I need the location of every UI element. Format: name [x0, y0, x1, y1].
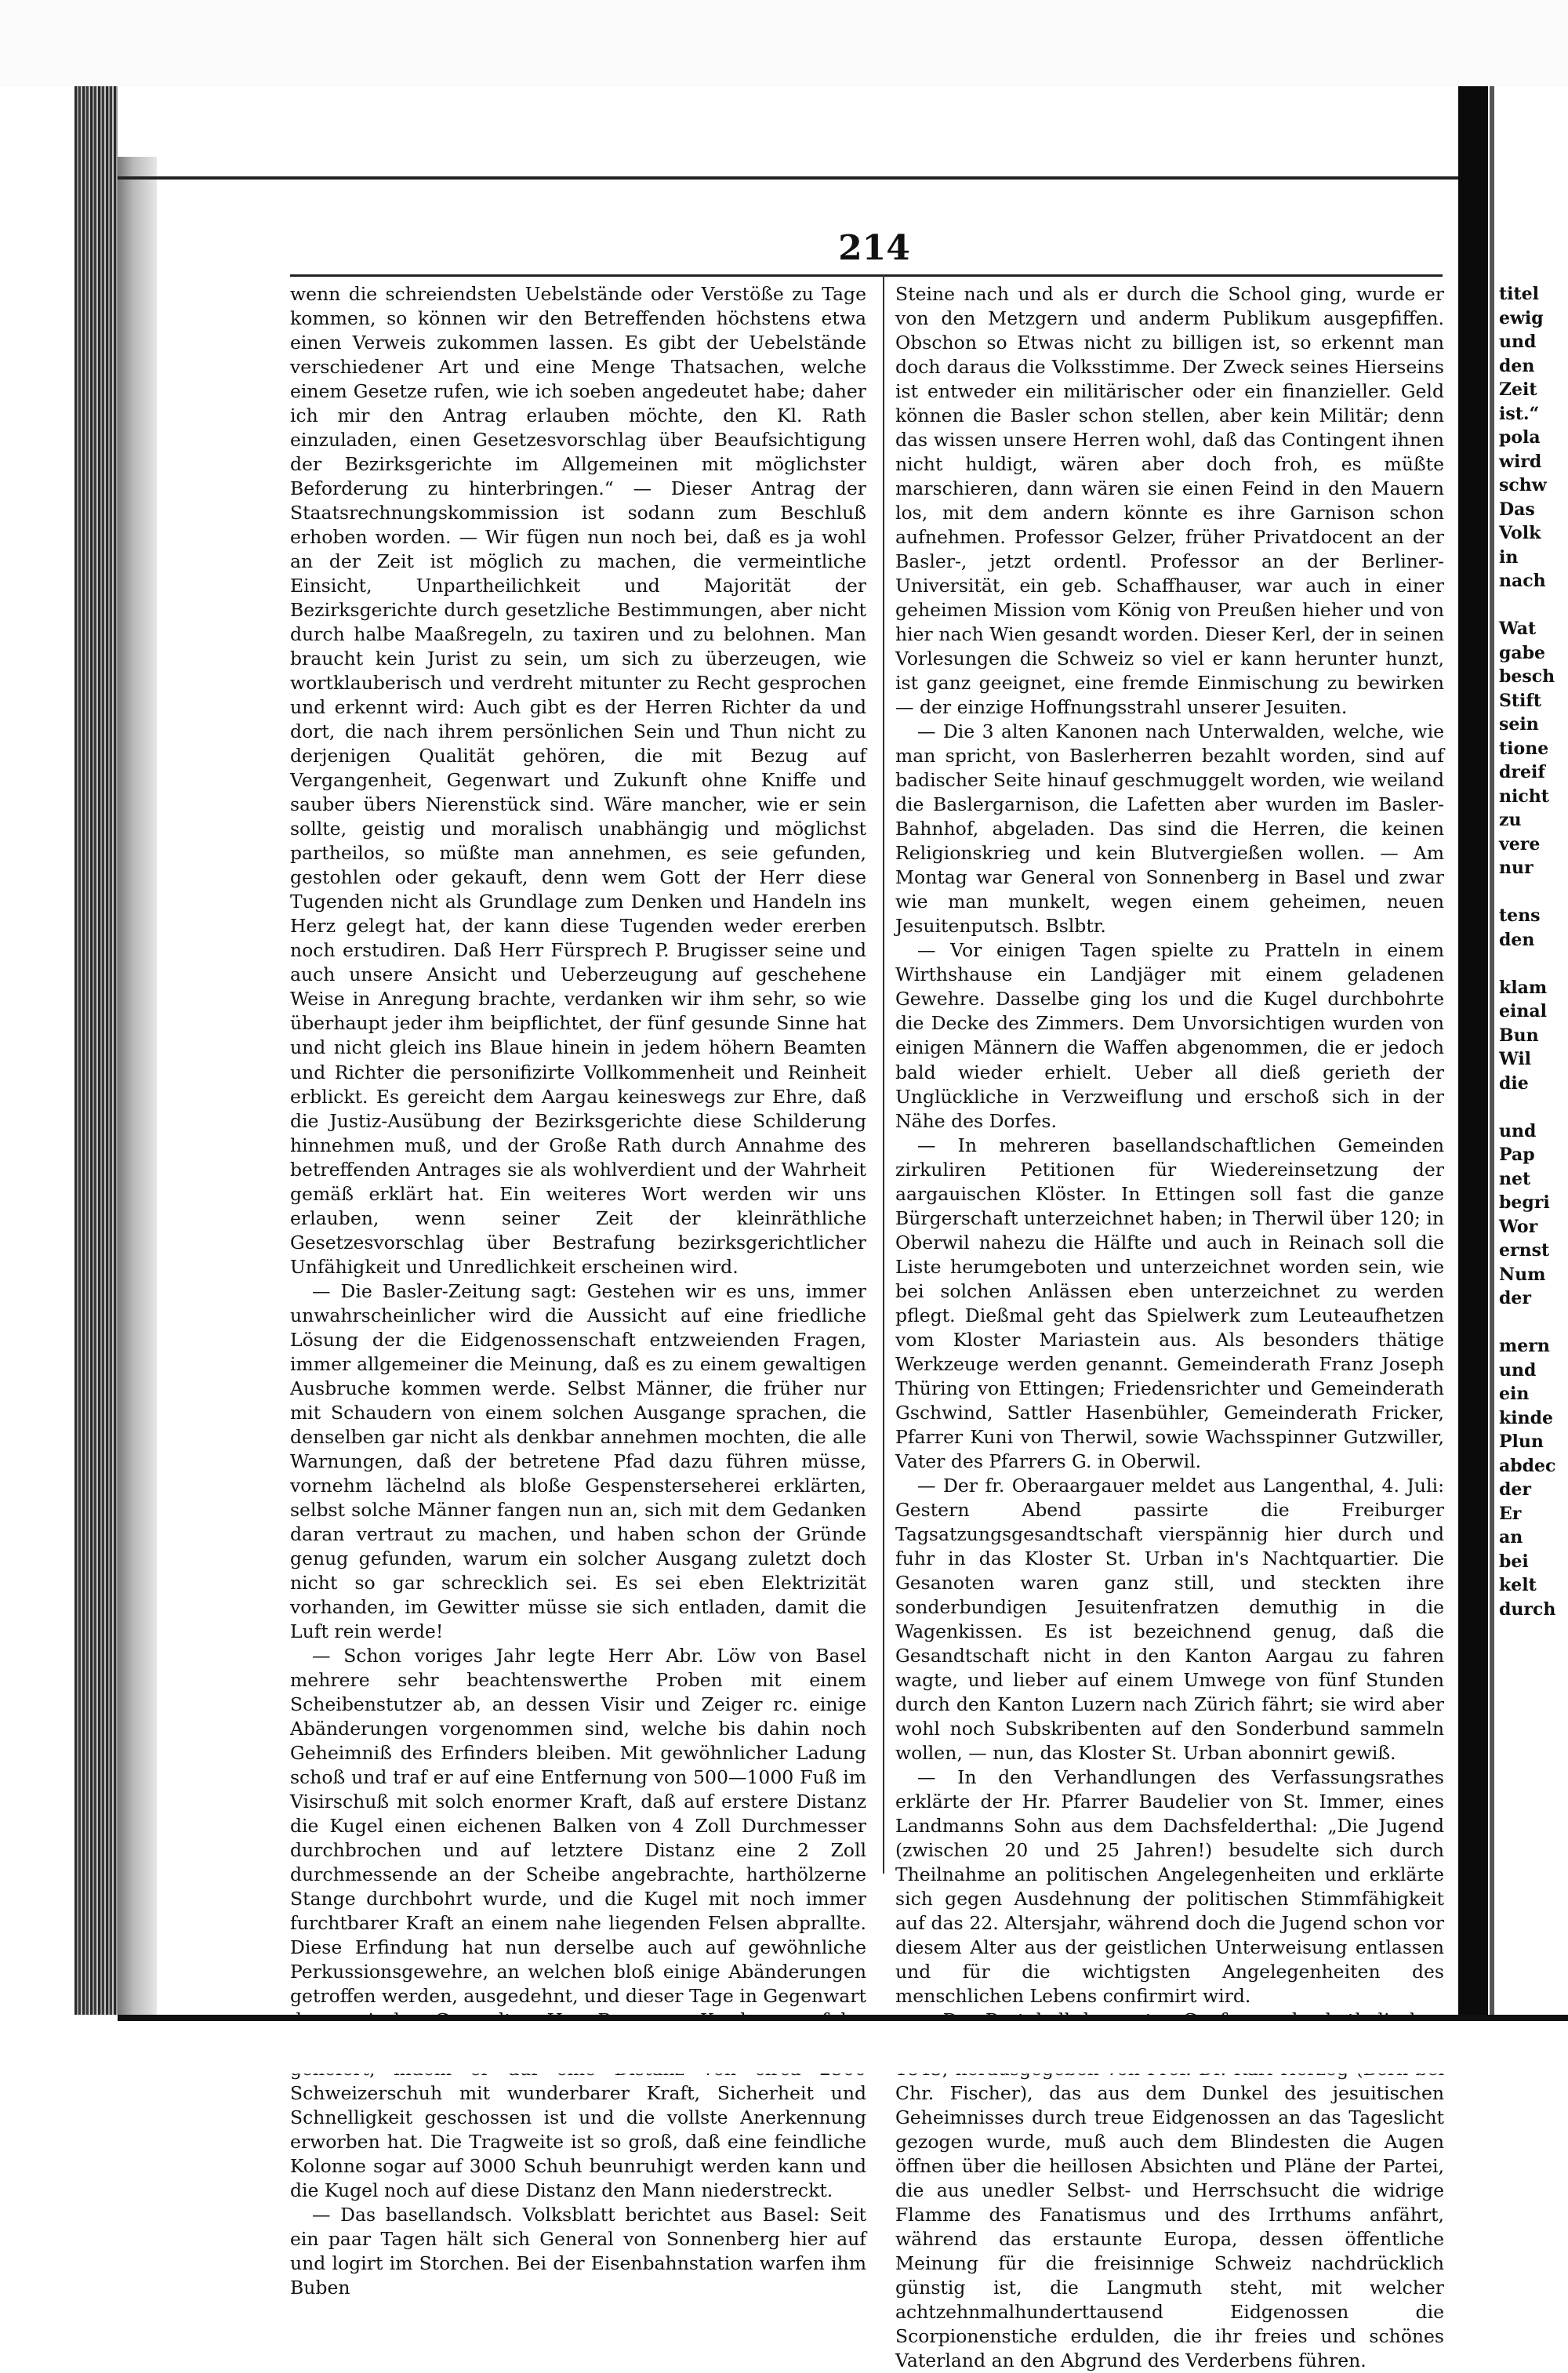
- fragment-word: ist.“: [1499, 403, 1540, 424]
- fragment-word: vere: [1499, 833, 1541, 854]
- fragment-word: Wat: [1499, 619, 1537, 639]
- page-gutter-shadow: [118, 157, 157, 2015]
- article-paragraph: — In mehreren basellandschaftlichen Gemeinden zirkuliren Petitionen für Wiedereinsetzung der aargauischen Klöster. In Ettingen soll fast die ganze Bürgerschaft unterzeichnet haben; in Therwil über 120; in Oberwil nahezu die Hälfte und auch in Reinach soll die Liste herumgeboten und unterzeichnet worden sein, wie bei solchen Anlässen eben unterzeichnet zu werden pflegt. Dießmal geht das Spielwerk zum Leuteaufhetzen vom Kloster Mariastein aus. Als besonders thätige Werkzeuge werden genannt. Gemeinderath Franz Joseph Thüring von Ettingen; Friedensrichter und Gemeinderath Gschwind, Sattler Hasenbühler, Gemeinderath Fricker, Pfarrer Kuni von Therwil, sowie Wachsspinner Gutzwiller, Vater des Pfarrers G. in Oberwil.: [895, 1134, 1444, 1472]
- fragment-word: ernst: [1499, 1240, 1550, 1261]
- fragment-word: besch: [1499, 666, 1555, 687]
- fragment-word: schw: [1499, 475, 1547, 495]
- fragment-word: in: [1499, 546, 1519, 568]
- fragment-word: [1499, 1311, 1568, 1335]
- book-binding-edge: [1490, 86, 1494, 2023]
- article-paragraph: wenn die schreiendsten Uebelstände oder Verstöße zu Tage kommen, so können wir den Betreffenden höchstens etwa einen Verweis zukommen lassen. Es gibt der Uebelstände verschiedener Art und eine Menge Thatsachen, welche einem Gesetze rufen, wie ich soeben angedeutet habe; daher ich mir den Antrag erlauben möchte, den Kl. Rath einzuladen, einen Gesetzesvorschlag über Beaufsichtigung der Bezirksgerichte im Allgemeinen mit möglichster Beforderung zu hinterbringen.“ — Dieser Antrag der Staatsrechnungskommission ist sodann zum Beschluß erhoben worden. — Wir fügen nun noch bei, daß es ja wohl an der Zeit ist möglich zu machen, die vermeintliche Einsicht, Unpartheilichkeit und Majorität der Bezirksgerichte durch gesetzliche Bestimmungen, aber nicht durch halbe Maaßregeln, zu taxiren und zu belohnen. Man braucht kein Jurist zu sein, um sich zu überzeugen, wie wortklauberisch und verdreht mitunter zu Recht gesprochen und erkennt wird: Auch gibt es der Herren Richter da und dort, die nach ihrem persönlichen Sein und Thun nicht zu derjenigen Qualität gehören, die mit Bezug auf Vergangenheit, Gegenwart und Zukunft ohne Kniffe und sauber übers Nierenstück sind. Wäre mancher, wie er sein sollte, geistig und moralisch unabhängig und möglichst partheilos, so müßte man annehmen, es seie gefunden, gestohlen oder gekauft, denn wem Gott der Herr diese Tugenden nicht als Grundlage zum Denken und Handeln ins Herz gelegt hat, der kann diese Tugenden weder ererben noch erstudiren. Daß Herr Fürsprech P. Brugisser seine und auch unsere Ansicht und Ueberzeugung auf geschehene Weise in Anregung brachte, verdanken wir ihm sehr, so wie überhaupt jeder ihm beipflichtet, der fünf gesunde Sinne hat und nicht gleich ins Blaue hinein in jedem höhern Beamten und Richter die personifizirte Vollkommenheit und Reinheit erblickt. Es gereicht dem Aargau keineswegs zur Ehre, daß die Justiz-Ausübung der Bezirksgerichte diese Schilderung hinnehmen muß, und der Große Rath durch Annahme des betreffenden Antrages sie als wohlverdient und der Wahrheit gemäß erklärt hat. Ein weiteres Wort werden wir uns erlauben, wenn seiner Zeit der kleinräthliche Gesetzesvorschlag über Bestrafung bezirksgerichtlicher Unfähigkeit und Unredlichkeit erscheinen wird.: [290, 283, 866, 1278]
- fragment-word: Plun: [1499, 1431, 1544, 1452]
- fragment-word: der: [1499, 1288, 1531, 1308]
- article-paragraph: Steine nach und als er durch die School ging, wurde er von den Metzgern und anderm Publikum ausgepfiffen. Obschon so Etwas nicht zu billigen ist, so erkennt man doch daraus die Volksstimme. Der Zweck seines Hierseins ist entweder ein militärischer oder ein finanzieller. Geld können die Basler schon stellen, aber kein Militär; denn das wissen unsere Herren wohl, daß das Contingent ihnen nicht huldigt, wären aber doch froh, es müßte marschieren, dann wären sie einen Feind in den Mauern los, mit dem andern könnte es ihre Garnison schon aufnehmen. Professor Gelzer, früher Privatdocent an der Basler-, jetzt ordentl. Professor an der Berliner-Universität, ein geb. Schaffhauser, war auch in einer geheimen Mission vom König von Preußen hieher und von hier nach Wien gesandt worden. Dieser Kerl, der in seinen Vorlesungen die Schweiz so viel er kann herunter hunzt, ist ganz geeignet, eine fremde Einmischung zu bewirken — der einzige Hoffnungsstrahl unserer Jesuiten.: [895, 283, 1444, 719]
- fragment-word: nur: [1499, 858, 1534, 878]
- fragment-word: durch: [1499, 1598, 1556, 1620]
- fragment-word: begri: [1499, 1192, 1550, 1213]
- fragment-word: [1499, 1095, 1568, 1119]
- fragment-word: kinde: [1499, 1407, 1553, 1428]
- fragment-word: nicht: [1499, 786, 1549, 807]
- page-number: 214: [838, 228, 910, 268]
- fragment-word: wird: [1499, 451, 1542, 472]
- fragment-word: Das: [1499, 499, 1535, 520]
- fragment-word: Zeit: [1499, 379, 1537, 400]
- book-binding: [1458, 86, 1488, 2023]
- article-paragraph: — Der fr. Oberaargauer meldet aus Langenthal, 4. Juli: Gestern Abend passirte die Freiburger Tagsatzungsgesandtschaft vierspännig hier durch und fuhr in das Kloster St. Urban in's Nachtquartier. Die Gesanoten waren ganz still, und steckten ihre sonderbundigen Jesuitenfratzen demuthig in die Wagenkissen. Es ist bezeichnend genug, daß die Gesandtschaft nicht in den Kanton Aargau zu fahren wagte, und lieber auf einem Umwege von fünf Stunden durch den Kanton Luzern nach Zürich fährt; sie wird aber wohl noch Subskribenten auf den Sonderbund sammeln wollen, — nun, das Kloster St. Urban abonnirt gewiß.: [895, 1474, 1444, 1764]
- article-paragraph: — Vor einigen Tagen spielte zu Pratteln in einem Wirthshause ein Landjäger mit einem geladenen Gewehre. Dasselbe ging los und die Kugel durchbohrte die Decke des Zimmers. Dem Unvorsichtigen wurden von einigen Männern die Waffen abgenommen, die er jedoch bald wieder erhielt. Ueber all dieß gerieth der Unglückliche in Verzweiflung und erschoß sich in der Nähe des Dorfes.: [895, 939, 1444, 1132]
- right-column: [895, 282, 1444, 2372]
- fragment-word: Pap: [1499, 1145, 1535, 1165]
- header-rule: [290, 274, 1443, 277]
- fragment-word: pola: [1499, 427, 1541, 448]
- fragment-word: klam: [1499, 977, 1548, 998]
- fragment-word: nach: [1499, 571, 1546, 591]
- next-page-fragments: [1499, 282, 1568, 1874]
- fragment-word: sein: [1499, 714, 1539, 735]
- fragment-word: ein: [1499, 1384, 1530, 1404]
- fragment-word: bei: [1499, 1551, 1529, 1572]
- fragment-word: Num: [1499, 1264, 1546, 1285]
- fragment-word: [1499, 880, 1568, 905]
- article-paragraph: — Die 3 alten Kanonen nach Unterwalden, welche, wie man spricht, von Baslerherren bezahlt worden, sind auf badischer Seite hinauf geschmuggelt worden, wie weiland die Baslergarnison, die Lafetten aber wurden im Basler-Bahnhof, abgeladen. Das sind die Herren, die keinen Religionskrieg und kein Blutvergießen wollen. — Am Montag war General von Sonnenberg in Basel und zwar wie man munkelt, wegen einem geheimen, neuen Jesuitenputsch. Bslbtr.: [895, 720, 1444, 938]
- fragment-word: an: [1499, 1527, 1523, 1548]
- fragment-word: tione: [1499, 738, 1549, 759]
- left-column: [290, 282, 866, 2299]
- fragment-word: der: [1499, 1479, 1531, 1500]
- fragment-word: gabe: [1499, 642, 1546, 663]
- page-border-bottom: [118, 2015, 1568, 2021]
- article-paragraph: — In den Verhandlungen des Verfassungsrathes erklärte der Hr. Pfarrer Baudelier von St. Immer, eines Landmanns Sohn aus dem Dachsfelderthal: „Die Jugend (zwischen 20 und 25 Jahren!) besudelte sich durch Theilnahme an politischen Angelegenheiten und erklärte sich gegen Ausdehnung der politischen Stimmfähigkeit auf das 22. Altersjahr, während doch die Jugend schon vor diesem Alter aus der geistlichen Unterweisung entlassen und für die wichtigsten Angelegenheiten des menschlichen Lebens confirmirt wird.: [895, 1765, 1444, 2008]
- fragment-word: [1499, 593, 1568, 618]
- article-paragraph: Chr. Fischer), das aus dem Dunkel des jesuitischen Geheimnisses durch treue Eidgenossen an das Tageslicht gezogen wurde, muß auch dem Blindesten die Augen öffnen über die heillosen Absichten und Pläne der Partei, die aus unedler Selbst- und Herrschsucht die widrige Flamme des Fanatismus und des Irrthums anfährt, während das erstaunte Europa, dessen öffentliche Meinung für die freisinnige Schweiz nachdrücklich günstig ist, die Langmuth steht, mit welcher achtzehnmalhunderttausend Eidgenossen die Scorpionenstiche erdulden, die ihr freies und schönes Vaterland an den Abgrund des Verderbens führen.: [895, 2082, 1444, 2372]
- fragment-word: einal: [1499, 1001, 1547, 1021]
- fragment-word: und: [1499, 1359, 1537, 1381]
- article-paragraph: — Das basellandsch. Volksblatt berichtet aus Basel: Seit ein paar Tagen hält sich General von Sonnenberg hier auf und logirt im Storchen. Bei der Eisenbahnstation warfen ihm Buben: [290, 2204, 866, 2299]
- fragment-word: Wil: [1499, 1049, 1532, 1069]
- fragment-word: kelt: [1499, 1575, 1537, 1595]
- fragment-word: den: [1499, 355, 1535, 376]
- scan-margin-bottom: [0, 2021, 1568, 2074]
- fragment-word: ewig: [1499, 307, 1544, 328]
- fragment-word: Er: [1499, 1503, 1522, 1524]
- fragment-word: mern: [1499, 1336, 1550, 1356]
- fragment-word: und: [1499, 1120, 1537, 1141]
- fragment-word: titel: [1499, 284, 1540, 304]
- article-paragraph: — Schon voriges Jahr legte Herr Abr. Löw von Basel mehrere sehr beachtenswerthe Proben mit einem Scheibenstutzer ab, an dessen Visir und Zeiger rc. einige Abänderungen vorgenommen sind, welche bis dahin noch Geheimniß des Erfinders bleiben. Mit gewöhnlicher Ladung schoß und traf er auf eine Entfernung von 500—1000 Fuß im Visirschuß mit solch enormer Kraft, daß auf erstere Distanz die Kugel einen eichenen Balken von 4 Zoll Durchmesser durchbrochen und auf letztere Distanz eine 2 Zoll durchmessende an der Scheibe angebrachte, harthölzerne Stange durchbohrt wurde, und die Kugel mit noch immer furchtbarer Kraft an einem nahe liegenden Felsen abprallte. Diese Erfindung hat nun derselbe auch auf gewöhnliche Perkussionsgewehre, an welchen bloß einige Abänderungen getroffen werden, ausgedehnt, und dieser Tage in Gegenwart Schweizerschuh mit wunderbarer Kraft, Sicherheit und Schnelligkeit geschossen ist und die vollste Anerkennung erworben hat. Die Tragweite ist so groß, daß eine feindliche Kolonne sogar auf 3000 Schuh beunruhigt werden kann und die Kugel noch auf diese Distanz den Mann niederstreckt.: [290, 1644, 866, 2202]
- scan-margin-top: [0, 0, 1568, 86]
- fragment-word: abdec: [1499, 1455, 1556, 1476]
- fragment-word: net: [1499, 1168, 1531, 1189]
- fragment-word: Volk: [1499, 523, 1541, 543]
- book-edge-left: [74, 86, 118, 2015]
- fragment-word: die: [1499, 1072, 1529, 1094]
- fragment-word: Stift: [1499, 690, 1542, 711]
- fragment-word: Wor: [1499, 1216, 1538, 1237]
- fragment-word: zu: [1499, 810, 1522, 830]
- fragment-word: den: [1499, 929, 1535, 950]
- fragment-word: tens: [1499, 905, 1541, 926]
- fragment-word: dreif: [1499, 762, 1545, 782]
- column-divider: [883, 274, 884, 1874]
- fragment-word: [1499, 952, 1568, 976]
- fragment-word: und: [1499, 332, 1537, 352]
- page-border-top: [118, 176, 1466, 180]
- article-paragraph: — Die Basler-Zeitung sagt: Gestehen wir es uns, immer unwahrscheinlicher wird die Aussicht auf eine friedliche Lösung der die Eidgenossenschaft entzweienden Fragen, immer allgemeiner die Meinung, daß es zu einem gewaltigen Ausbruche kommen werde. Selbst Männer, die früher nur mit Schaudern von einem solchen Ausgange sprachen, die denselben gar nicht als denkbar annehmen mochten, die alle Warnungen, daß der betretene Pfad dazu führen müsse, vornehm lächelnd als bloße Gespensterseherei erklärten, selbst solche Männer fangen nun an, sich mit dem Gedanken daran vertraut zu machen, und haben schon der Gründe genug gefunden, warum ein solcher Ausgang zuletzt doch nicht so gar schrecklich sei. Es sei eben Elektrizität vorhanden, im Gewitter müsse sie sich entladen, damit die Luft rein werde!: [290, 1279, 866, 1642]
- fragment-word: Bun: [1499, 1025, 1539, 1046]
